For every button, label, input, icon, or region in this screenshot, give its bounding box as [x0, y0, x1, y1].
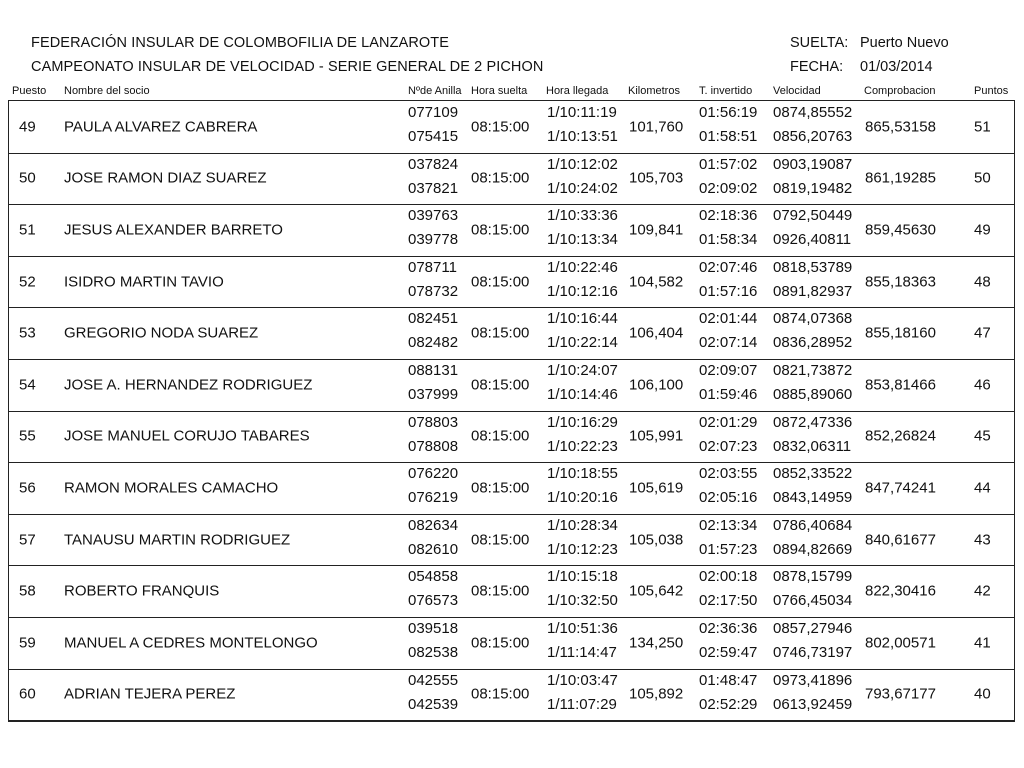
puesto-cell: 51 — [19, 221, 36, 239]
ring-number-2: 042539 — [408, 695, 459, 713]
socio-name-cell: JOSE MANUEL CORUJO TABARES — [64, 427, 310, 445]
table-row — [8, 411, 1015, 463]
speed-2: 0746,73197 — [773, 644, 853, 661]
arrival-time-2: 1/10:12:23 — [547, 540, 618, 558]
elapsed-time-1: 02:13:34 — [699, 516, 758, 534]
points-cell: 51 — [974, 118, 991, 136]
check-value-cell: 859,45630 — [865, 221, 936, 239]
ring-number-2: 037999 — [408, 386, 459, 403]
distance-cell: 105,892 — [629, 685, 684, 703]
release-time-cell: 08:15:00 — [471, 221, 530, 239]
puesto-cell: 52 — [19, 273, 36, 291]
distance-cell: 105,991 — [629, 427, 684, 445]
arrival-time-2: 1/11:14:47 — [547, 644, 617, 661]
federation-title: FEDERACIÓN INSULAR DE COLOMBOFILIA DE LANZAROTE — [31, 35, 450, 51]
fecha-line — [790, 55, 949, 79]
distance-cell: 106,100 — [629, 376, 684, 394]
col-header-nombre: Nombre del socio — [64, 85, 150, 97]
ring-number-2: 075415 — [408, 128, 459, 145]
col-header-comprobacion: Comprobacion — [864, 85, 936, 97]
speed-2: 0613,92459 — [773, 695, 853, 713]
elapsed-time-1: 01:48:47 — [699, 671, 758, 689]
points-cell: 41 — [974, 634, 991, 652]
ring-number-1: 077109 — [408, 104, 459, 121]
suelta-line — [790, 31, 949, 55]
speed-1: 0973,41896 — [773, 671, 853, 689]
distance-cell: 101,760 — [629, 118, 684, 136]
col-header-anilla: Nºde Anilla — [408, 85, 462, 97]
distance-cell: 105,703 — [629, 169, 684, 187]
check-value-cell: 855,18363 — [865, 273, 936, 291]
arrival-time-1: 1/10:51:36 — [547, 620, 618, 637]
arrival-time-2: 1/10:24:02 — [547, 179, 618, 197]
elapsed-time-2: 02:52:29 — [699, 695, 758, 713]
ring-number-1: 039763 — [408, 207, 459, 225]
speed-2: 0885,89060 — [773, 386, 853, 403]
release-time-cell: 08:15:00 — [471, 479, 530, 497]
table-row — [8, 514, 1015, 566]
arrival-time-2: 1/10:13:51 — [547, 128, 618, 145]
check-value-cell: 861,19285 — [865, 169, 936, 187]
points-cell: 43 — [974, 531, 991, 549]
check-value-cell: 853,81466 — [865, 376, 936, 394]
ring-number-2: 082610 — [408, 540, 459, 558]
col-header-kilometros: Kilometros — [628, 85, 680, 97]
speed-1: 0857,27946 — [773, 620, 853, 637]
check-value-cell: 865,53158 — [865, 118, 936, 136]
puesto-cell: 56 — [19, 479, 36, 497]
table-row — [8, 462, 1015, 514]
speed-2: 0856,20763 — [773, 128, 853, 145]
arrival-time-1: 1/10:28:34 — [547, 516, 618, 534]
distance-cell: 134,250 — [629, 634, 684, 652]
championship-title: CAMPEONATO INSULAR DE VELOCIDAD - SERIE GENERAL DE 2 PICHON — [31, 59, 544, 75]
speed-1: 0792,50449 — [773, 207, 853, 225]
arrival-time-2: 1/10:20:16 — [547, 489, 618, 507]
socio-name-cell: ROBERTO FRANQUIS — [64, 582, 220, 600]
release-time-cell: 08:15:00 — [471, 685, 530, 703]
distance-cell: 105,619 — [629, 479, 684, 497]
elapsed-time-2: 02:07:23 — [699, 437, 758, 455]
speed-2: 0891,82937 — [773, 282, 853, 300]
arrival-time-2: 1/10:12:16 — [547, 282, 618, 300]
points-cell: 47 — [974, 324, 991, 342]
speed-1: 0903,19087 — [773, 155, 853, 173]
puesto-cell: 54 — [19, 376, 36, 394]
table-row — [8, 153, 1015, 205]
points-cell: 45 — [974, 427, 991, 445]
check-value-cell: 802,00571 — [865, 634, 936, 652]
arrival-time-2: 1/10:32:50 — [547, 592, 618, 610]
speed-2: 0843,14959 — [773, 489, 853, 507]
distance-cell: 105,642 — [629, 582, 684, 600]
table-row — [8, 204, 1015, 256]
elapsed-time-1: 02:01:29 — [699, 413, 758, 431]
points-cell: 40 — [974, 685, 991, 703]
arrival-time-1: 1/10:16:29 — [547, 413, 618, 431]
socio-name-cell: JOSE A. HERNANDEZ RODRIGUEZ — [64, 376, 313, 394]
speed-2: 0836,28952 — [773, 334, 853, 352]
speed-2: 0819,19482 — [773, 179, 853, 197]
release-info — [790, 31, 949, 79]
arrival-time-2: 1/10:22:14 — [547, 334, 618, 352]
elapsed-time-1: 02:18:36 — [699, 207, 758, 225]
arrival-time-1: 1/10:22:46 — [547, 258, 618, 276]
socio-name-cell: JOSE RAMON DIAZ SUAREZ — [64, 169, 267, 187]
speed-1: 0878,15799 — [773, 568, 853, 586]
socio-name-cell: ISIDRO MARTIN TAVIO — [64, 273, 224, 291]
elapsed-time-1: 02:07:46 — [699, 258, 758, 276]
ring-number-1: 082451 — [408, 310, 459, 328]
speed-1: 0821,73872 — [773, 362, 853, 379]
distance-cell: 106,404 — [629, 324, 684, 342]
speed-2: 0894,82669 — [773, 540, 853, 558]
col-header-puesto: Puesto — [12, 85, 47, 97]
points-cell: 50 — [974, 169, 991, 187]
arrival-time-1: 1/10:18:55 — [547, 465, 618, 483]
check-value-cell: 840,61677 — [865, 531, 936, 549]
puesto-cell: 50 — [19, 169, 36, 187]
socio-name-cell: ADRIAN TEJERA PEREZ — [64, 685, 236, 703]
release-time-cell: 08:15:00 — [471, 273, 530, 291]
check-value-cell: 855,18160 — [865, 324, 936, 342]
col-header-velocidad: Velocidad — [773, 85, 821, 97]
suelta-value: Puerto Nuevo — [860, 35, 949, 51]
release-time-cell: 08:15:00 — [471, 169, 530, 187]
table-row — [8, 669, 1015, 721]
puesto-cell: 57 — [19, 531, 36, 549]
elapsed-time-1: 01:57:02 — [699, 155, 758, 173]
release-time-cell: 08:15:00 — [471, 634, 530, 652]
fecha-value: 01/03/2014 — [860, 59, 933, 75]
elapsed-time-2: 01:58:34 — [699, 231, 758, 249]
points-cell: 44 — [974, 479, 991, 497]
elapsed-time-2: 02:59:47 — [699, 644, 758, 661]
ring-number-1: 042555 — [408, 671, 459, 689]
speed-1: 0874,85552 — [773, 104, 853, 121]
puesto-cell: 55 — [19, 427, 36, 445]
speed-1: 0786,40684 — [773, 516, 853, 534]
table-row — [8, 617, 1015, 669]
socio-name-cell: TANAUSU MARTIN RODRIGUEZ — [64, 531, 291, 549]
table-row — [8, 307, 1015, 359]
ring-number-2: 039778 — [408, 231, 459, 249]
arrival-time-1: 1/10:03:47 — [547, 671, 618, 689]
release-time-cell: 08:15:00 — [471, 582, 530, 600]
check-value-cell: 847,74241 — [865, 479, 936, 497]
elapsed-time-2: 02:07:14 — [699, 334, 758, 352]
ring-number-1: 082634 — [408, 516, 459, 534]
speed-1: 0818,53789 — [773, 258, 853, 276]
speed-1: 0852,33522 — [773, 465, 853, 483]
table-row — [8, 256, 1015, 308]
elapsed-time-2: 02:05:16 — [699, 489, 758, 507]
ring-number-2: 037821 — [408, 179, 459, 197]
check-value-cell: 852,26824 — [865, 427, 936, 445]
elapsed-time-1: 02:36:36 — [699, 620, 758, 637]
socio-name-cell: PAULA ALVAREZ CABRERA — [64, 118, 258, 136]
points-cell: 48 — [974, 273, 991, 291]
ring-number-2: 078732 — [408, 282, 459, 300]
ring-number-1: 076220 — [408, 465, 459, 483]
puesto-cell: 49 — [19, 118, 36, 136]
arrival-time-1: 1/10:12:02 — [547, 155, 618, 173]
ring-number-1: 088131 — [408, 362, 459, 379]
arrival-time-1: 1/10:33:36 — [547, 207, 618, 225]
suelta-label: SUELTA: — [790, 35, 849, 51]
speed-2: 0766,45034 — [773, 592, 853, 610]
col-header-hora-suelta: Hora suelta — [471, 85, 528, 97]
col-header-puntos: Puntos — [974, 85, 1009, 97]
elapsed-time-1: 02:03:55 — [699, 465, 758, 483]
arrival-time-2: 1/10:14:46 — [547, 386, 618, 403]
elapsed-time-1: 02:00:18 — [699, 568, 758, 586]
elapsed-time-2: 01:57:16 — [699, 282, 758, 300]
table-row — [8, 359, 1015, 411]
ring-number-1: 078711 — [408, 258, 457, 276]
ring-number-2: 082538 — [408, 644, 459, 661]
fecha-label: FECHA: — [790, 59, 844, 75]
speed-2: 0926,40811 — [773, 231, 852, 249]
col-header-hora-llegada: Hora llegada — [546, 85, 609, 97]
elapsed-time-2: 01:59:46 — [699, 386, 758, 403]
elapsed-time-1: 02:01:44 — [699, 310, 758, 328]
socio-name-cell: JESUS ALEXANDER BARRETO — [64, 221, 283, 239]
puesto-cell: 60 — [19, 685, 36, 703]
elapsed-time-2: 01:57:23 — [699, 540, 758, 558]
ring-number-1: 039518 — [408, 620, 459, 637]
release-time-cell: 08:15:00 — [471, 324, 530, 342]
arrival-time-1: 1/10:15:18 — [547, 568, 618, 586]
table-row — [8, 565, 1015, 617]
ring-number-1: 078803 — [408, 413, 459, 431]
elapsed-time-2: 01:58:51 — [699, 128, 758, 145]
ring-number-2: 076573 — [408, 592, 459, 610]
elapsed-time-1: 02:09:07 — [699, 362, 758, 379]
elapsed-time-2: 02:17:50 — [699, 592, 758, 610]
puesto-cell: 59 — [19, 634, 36, 652]
row-separator — [8, 720, 1015, 722]
check-value-cell: 793,67177 — [865, 685, 936, 703]
socio-name-cell: MANUEL A CEDRES MONTELONGO — [64, 634, 318, 652]
points-cell: 42 — [974, 582, 991, 600]
elapsed-time-2: 02:09:02 — [699, 179, 758, 197]
ring-number-2: 076219 — [408, 489, 459, 507]
ring-number-2: 078808 — [408, 437, 459, 455]
puesto-cell: 58 — [19, 582, 36, 600]
release-time-cell: 08:15:00 — [471, 531, 530, 549]
speed-1: 0872,47336 — [773, 413, 853, 431]
ring-number-1: 037824 — [408, 155, 459, 173]
arrival-time-1: 1/10:16:44 — [547, 310, 618, 328]
release-time-cell: 08:15:00 — [471, 427, 530, 445]
speed-2: 0832,06311 — [773, 437, 852, 455]
arrival-time-1: 1/10:24:07 — [547, 362, 618, 379]
check-value-cell: 822,30416 — [865, 582, 936, 600]
ring-number-2: 082482 — [408, 334, 459, 352]
arrival-time-2: 1/10:13:34 — [547, 231, 618, 249]
distance-cell: 104,582 — [629, 273, 684, 291]
arrival-time-2: 1/10:22:23 — [547, 437, 618, 455]
table-row — [8, 101, 1015, 153]
elapsed-time-1: 01:56:19 — [699, 104, 758, 121]
release-time-cell: 08:15:00 — [471, 376, 530, 394]
col-header-tiempo: T. invertido — [699, 85, 753, 97]
document-header — [31, 31, 543, 79]
socio-name-cell: GREGORIO NODA SUAREZ — [64, 324, 259, 342]
speed-1: 0874,07368 — [773, 310, 853, 328]
points-cell: 49 — [974, 221, 991, 239]
socio-name-cell: RAMON MORALES CAMACHO — [64, 479, 279, 497]
release-time-cell: 08:15:00 — [471, 118, 530, 136]
puesto-cell: 53 — [19, 324, 36, 342]
arrival-time-2: 1/11:07:29 — [547, 695, 617, 713]
distance-cell: 109,841 — [629, 221, 684, 239]
arrival-time-1: 1/10:11:19 — [547, 104, 617, 121]
ring-number-1: 054858 — [408, 568, 459, 586]
distance-cell: 105,038 — [629, 531, 684, 549]
points-cell: 46 — [974, 376, 991, 394]
